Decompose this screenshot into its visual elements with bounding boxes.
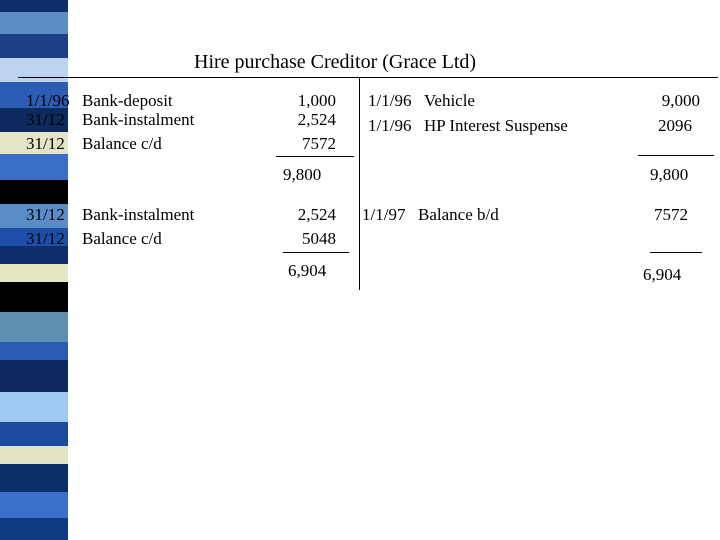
credit-total-rule [638,155,714,156]
decorative-strip [0,0,68,540]
debit-amount: 2,524 [297,110,336,129]
debit-date: 31/12 [26,205,65,224]
top-rule [18,77,718,78]
credit-amount: 9,000 [661,91,700,110]
debit-desc: Bank-instalment [82,110,195,129]
debit-date: 1/1/96 [26,91,70,110]
debit-total-rule [276,156,354,157]
credit-total: 6,904 [643,265,682,284]
credit-desc: Balance b/d [418,205,499,224]
credit-total-rule [650,252,702,253]
debit-amount: 1,000 [297,91,336,110]
debit-total: 9,800 [283,165,322,184]
debit-total: 6,904 [288,261,327,280]
debit-amount: 5048 [302,229,336,248]
credit-amount: 2096 [658,116,692,135]
credit-date: 1/1/97 [362,205,406,224]
debit-total-rule [283,252,349,253]
credit-desc: Vehicle [424,91,475,110]
t-divider [359,77,360,290]
debit-desc: Balance c/d [82,229,162,248]
debit-date: 31/12 [26,110,65,129]
credit-amount: 7572 [654,205,688,224]
credit-desc: HP Interest Suspense [424,116,568,135]
debit-desc: Bank-deposit [82,91,173,110]
credit-date: 1/1/96 [368,91,412,110]
debit-date: 31/12 [26,134,65,153]
debit-amount: 2,524 [297,205,336,224]
debit-desc: Balance c/d [82,134,162,153]
ledger-title: Hire purchase Creditor (Grace Ltd) [194,51,477,73]
debit-amount: 7572 [302,134,336,153]
credit-total: 9,800 [650,165,689,184]
debit-date: 31/12 [26,229,65,248]
debit-desc: Bank-instalment [82,205,195,224]
credit-date: 1/1/96 [368,116,412,135]
